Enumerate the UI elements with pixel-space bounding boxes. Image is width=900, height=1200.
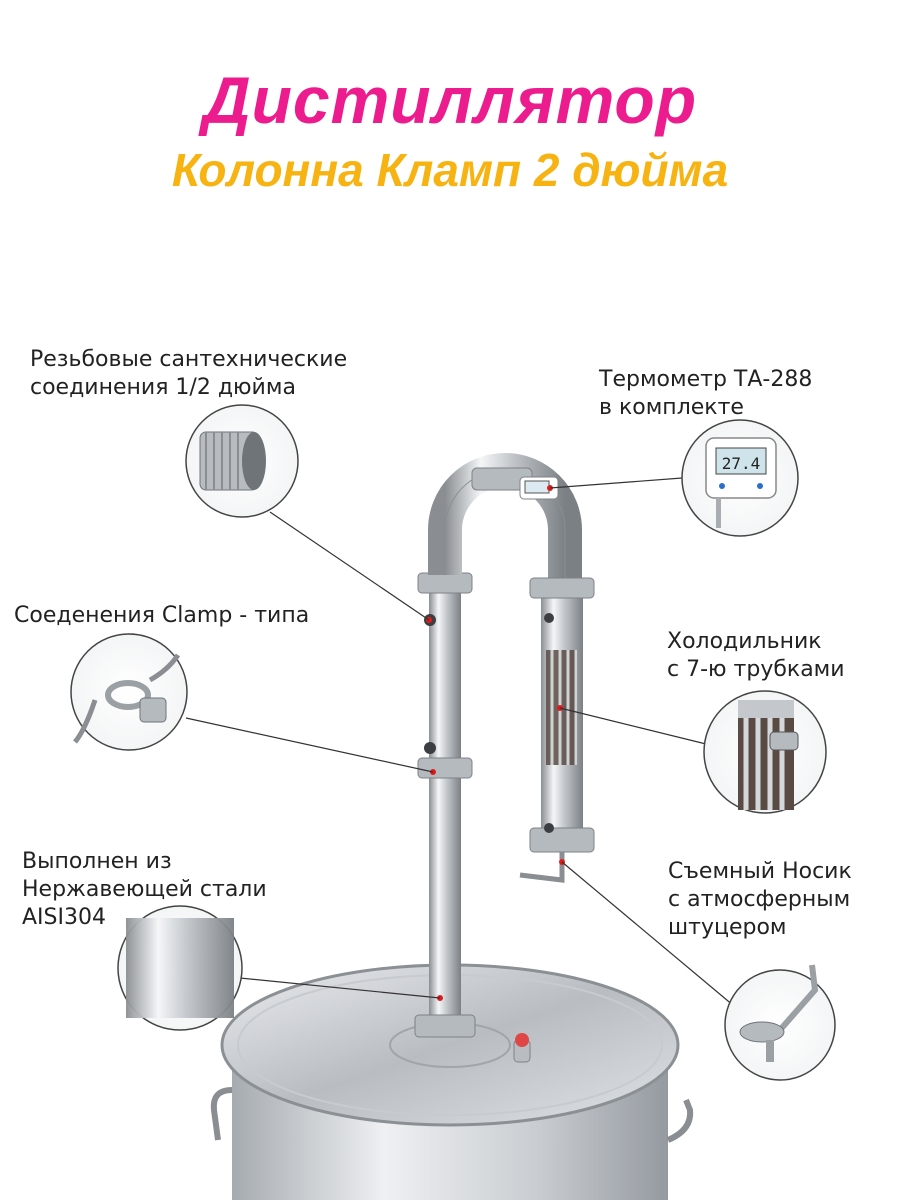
callout-steel-line3: AISI304 bbox=[22, 905, 106, 930]
callout-steel-line1: Выполнен из bbox=[22, 849, 172, 874]
clamp-connector-icon bbox=[71, 634, 187, 750]
callout-thermometer bbox=[599, 366, 812, 422]
callout-condenser-line1: Холодильник bbox=[667, 629, 822, 654]
page-subtitle: Колонна Кламп 2 дюйма bbox=[171, 144, 729, 196]
callout-spout-line2: с атмосферным bbox=[668, 887, 851, 912]
thermometer-display: 27.4 bbox=[721, 454, 761, 473]
u-bend bbox=[445, 468, 565, 580]
threaded-fitting-icon bbox=[186, 405, 298, 517]
callout-threads-line2: соединения 1/2 дюйма bbox=[30, 375, 296, 400]
callout-clamp-line1: Соеденения Clamp - типа bbox=[14, 603, 310, 628]
callout-thermometer-line1: Термометр ТА-288 bbox=[599, 367, 813, 392]
callout-threads-line1: Резьбовые сантехнические bbox=[30, 347, 348, 372]
callout-condenser-line2: с 7-ю трубками bbox=[667, 657, 845, 682]
page-title: Дистиллятор bbox=[202, 63, 698, 137]
callout-spout-line3: штуцером bbox=[668, 915, 787, 940]
condenser-column bbox=[520, 578, 594, 880]
condenser-tubes-icon bbox=[704, 691, 826, 813]
callout-spout-line1: Съемный Носик bbox=[668, 859, 852, 884]
callout-spout bbox=[668, 858, 852, 942]
callout-threads bbox=[30, 346, 347, 402]
digital-thermometer-icon bbox=[682, 420, 798, 536]
callout-steel bbox=[22, 848, 267, 932]
callout-condenser bbox=[667, 628, 845, 684]
callout-clamp bbox=[14, 602, 309, 630]
spout-fitting-icon bbox=[725, 965, 835, 1080]
callout-thermometer-line2: в комплекте bbox=[599, 395, 744, 420]
callout-steel-line2: Нержавеющей стали bbox=[22, 877, 267, 902]
